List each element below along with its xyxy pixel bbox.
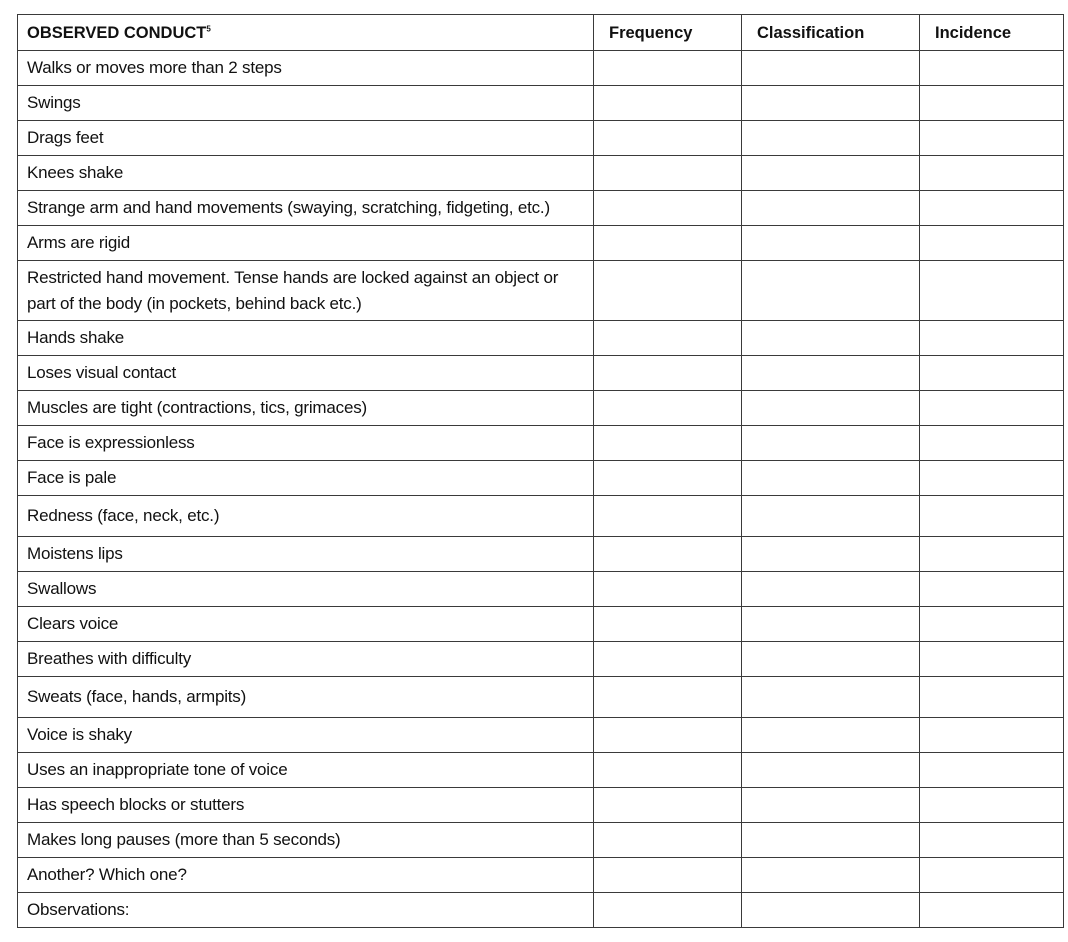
classification-cell[interactable] — [742, 893, 920, 928]
incidence-cell[interactable] — [920, 496, 1064, 537]
conduct-label: Swallows — [18, 572, 594, 607]
table-row — [18, 677, 1064, 718]
classification-cell[interactable] — [742, 156, 920, 191]
frequency-cell[interactable] — [594, 121, 742, 156]
frequency-cell[interactable] — [594, 461, 742, 496]
conduct-label: Clears voice — [18, 607, 594, 642]
classification-cell[interactable] — [742, 607, 920, 642]
conduct-label: Redness (face, neck, etc.) — [18, 496, 594, 537]
incidence-cell[interactable] — [920, 823, 1064, 858]
frequency-cell[interactable] — [594, 677, 742, 718]
incidence-cell[interactable] — [920, 537, 1064, 572]
frequency-cell[interactable] — [594, 391, 742, 426]
table-row — [18, 496, 1064, 537]
table-row — [18, 86, 1064, 121]
incidence-cell[interactable] — [920, 607, 1064, 642]
classification-cell[interactable] — [742, 677, 920, 718]
frequency-cell[interactable] — [594, 893, 742, 928]
table-row — [18, 51, 1064, 86]
incidence-cell[interactable] — [920, 893, 1064, 928]
conduct-label: Strange arm and hand movements (swaying, scratching, fidgeting, etc.) — [18, 191, 594, 226]
classification-cell[interactable] — [742, 191, 920, 226]
frequency-cell[interactable] — [594, 426, 742, 461]
incidence-cell[interactable] — [920, 86, 1064, 121]
conduct-label: Uses an inappropriate tone of voice — [18, 753, 594, 788]
conduct-label: Arms are rigid — [18, 226, 594, 261]
header-observed-conduct — [18, 15, 594, 51]
frequency-cell[interactable] — [594, 718, 742, 753]
classification-cell[interactable] — [742, 426, 920, 461]
conduct-label: Knees shake — [18, 156, 594, 191]
incidence-cell[interactable] — [920, 642, 1064, 677]
frequency-cell[interactable] — [594, 156, 742, 191]
header-incidence: Incidence — [920, 15, 1064, 51]
conduct-label: Loses visual contact — [18, 356, 594, 391]
table-row — [18, 156, 1064, 191]
incidence-cell[interactable] — [920, 753, 1064, 788]
table-row — [18, 356, 1064, 391]
table-row — [18, 572, 1064, 607]
classification-cell[interactable] — [742, 823, 920, 858]
incidence-cell[interactable] — [920, 677, 1064, 718]
incidence-cell[interactable] — [920, 121, 1064, 156]
incidence-cell[interactable] — [920, 191, 1064, 226]
header-frequency: Frequency — [594, 15, 742, 51]
classification-cell[interactable] — [742, 788, 920, 823]
conduct-label: Has speech blocks or stutters — [18, 788, 594, 823]
conduct-label: Another? Which one? — [18, 858, 594, 893]
table-row — [18, 537, 1064, 572]
table-row — [18, 607, 1064, 642]
conduct-label: Drags feet — [18, 121, 594, 156]
frequency-cell[interactable] — [594, 788, 742, 823]
frequency-cell[interactable] — [594, 642, 742, 677]
header-conduct-label: OBSERVED CONDUCT — [27, 23, 207, 42]
incidence-cell[interactable] — [920, 426, 1064, 461]
incidence-cell[interactable] — [920, 391, 1064, 426]
conduct-label: Sweats (face, hands, armpits) — [18, 677, 594, 718]
classification-cell[interactable] — [742, 356, 920, 391]
incidence-cell[interactable] — [920, 718, 1064, 753]
classification-cell[interactable] — [742, 642, 920, 677]
frequency-cell[interactable] — [594, 86, 742, 121]
frequency-cell[interactable] — [594, 261, 742, 321]
frequency-cell[interactable] — [594, 356, 742, 391]
conduct-label: Swings — [18, 86, 594, 121]
footnote-marker: 5 — [206, 24, 211, 33]
classification-cell[interactable] — [742, 753, 920, 788]
conduct-label: Face is pale — [18, 461, 594, 496]
frequency-cell[interactable] — [594, 572, 742, 607]
conduct-label: Moistens lips — [18, 537, 594, 572]
table-row — [18, 893, 1064, 928]
table-row — [18, 426, 1064, 461]
incidence-cell[interactable] — [920, 572, 1064, 607]
conduct-label: Restricted hand movement. Tense hands are locked against an object or part of the body (in pockets, behind back etc.) — [18, 261, 594, 321]
table-row — [18, 121, 1064, 156]
classification-cell[interactable] — [742, 572, 920, 607]
classification-cell[interactable] — [742, 391, 920, 426]
frequency-cell[interactable] — [594, 321, 742, 356]
table-row — [18, 226, 1064, 261]
incidence-cell[interactable] — [920, 461, 1064, 496]
table-row — [18, 823, 1064, 858]
table-row — [18, 788, 1064, 823]
header-classification: Classification — [742, 15, 920, 51]
observed-conduct-table — [17, 14, 1064, 928]
frequency-cell[interactable] — [594, 191, 742, 226]
table-row — [18, 261, 1064, 321]
conduct-label: Walks or moves more than 2 steps — [18, 51, 594, 86]
classification-cell[interactable] — [742, 226, 920, 261]
table-row — [18, 858, 1064, 893]
conduct-label: Voice is shaky — [18, 718, 594, 753]
conduct-label: Breathes with difficulty — [18, 642, 594, 677]
classification-cell[interactable] — [742, 537, 920, 572]
frequency-cell[interactable] — [594, 51, 742, 86]
incidence-cell[interactable] — [920, 321, 1064, 356]
conduct-label: Muscles are tight (contractions, tics, grimaces) — [18, 391, 594, 426]
incidence-cell[interactable] — [920, 788, 1064, 823]
classification-cell[interactable] — [742, 461, 920, 496]
table-row — [18, 321, 1064, 356]
incidence-cell[interactable] — [920, 261, 1064, 321]
classification-cell[interactable] — [742, 321, 920, 356]
incidence-cell[interactable] — [920, 858, 1064, 893]
incidence-cell[interactable] — [920, 156, 1064, 191]
table-row — [18, 391, 1064, 426]
classification-cell[interactable] — [742, 718, 920, 753]
table-row — [18, 191, 1064, 226]
incidence-cell[interactable] — [920, 51, 1064, 86]
classification-cell[interactable] — [742, 858, 920, 893]
classification-cell[interactable] — [742, 86, 920, 121]
frequency-cell[interactable] — [594, 496, 742, 537]
table-row — [18, 718, 1064, 753]
observations-label: Observations: — [18, 893, 594, 928]
table-row — [18, 461, 1064, 496]
frequency-cell[interactable] — [594, 858, 742, 893]
table-row — [18, 753, 1064, 788]
conduct-label: Face is expressionless — [18, 426, 594, 461]
classification-cell[interactable] — [742, 496, 920, 537]
classification-cell[interactable] — [742, 121, 920, 156]
classification-cell[interactable] — [742, 261, 920, 321]
classification-cell[interactable] — [742, 51, 920, 86]
conduct-label: Makes long pauses (more than 5 seconds) — [18, 823, 594, 858]
table-header-row — [18, 15, 1064, 51]
frequency-cell[interactable] — [594, 823, 742, 858]
incidence-cell[interactable] — [920, 226, 1064, 261]
frequency-cell[interactable] — [594, 226, 742, 261]
incidence-cell[interactable] — [920, 356, 1064, 391]
conduct-label: Hands shake — [18, 321, 594, 356]
frequency-cell[interactable] — [594, 607, 742, 642]
table-row — [18, 642, 1064, 677]
frequency-cell[interactable] — [594, 537, 742, 572]
frequency-cell[interactable] — [594, 753, 742, 788]
